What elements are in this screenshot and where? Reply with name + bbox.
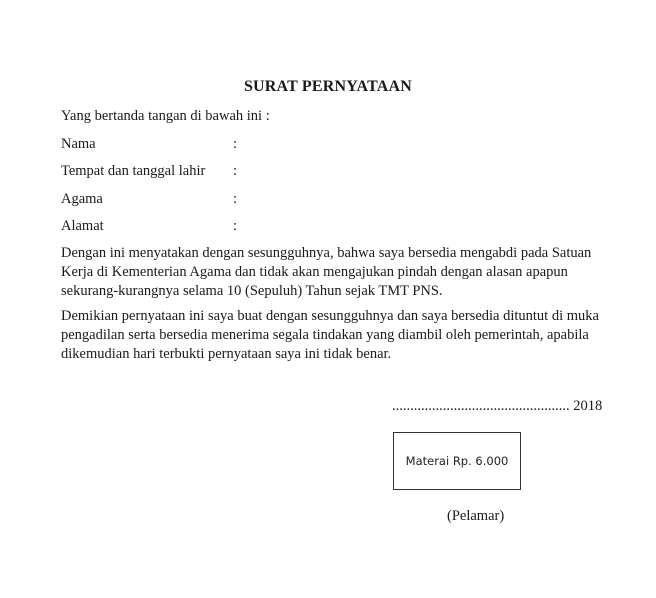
field-colon: :	[233, 218, 238, 234]
closing-paragraph: Demikian pernyataan ini saya buat dengan sesungguhnya dan saya bersedia dituntut di muka pengadilan serta bersedia menerima segala tindakan yang diambil oleh pemerintah, apabila dikemudian hari terbukti pernyataan saya ini tidak benar.	[61, 308, 599, 362]
field-colon: :	[233, 163, 238, 179]
field-label: Alamat	[61, 218, 104, 234]
stamp-label: Materai Rp. 6.000	[405, 454, 509, 468]
document-title: SURAT PERNYATAAN	[243, 78, 413, 95]
field-tempat-tanggal-lahir	[61, 163, 237, 180]
field-nama	[61, 136, 237, 153]
field-alamat	[61, 218, 237, 235]
field-colon: :	[233, 136, 238, 152]
field-agama	[61, 191, 237, 208]
signature-date-line: ................................................. 2018	[392, 398, 603, 414]
statement-paragraph: Dengan ini menyatakan dengan sesungguhnya, bahwa saya bersedia mengabdi pada Satuan Kerja di Kementerian Agama dan tidak akan mengajukan pindah dengan alasan apapun sekurang-kurangnya selama 10 (Sepuluh) Tahun sejak TMT PNS.	[61, 245, 592, 299]
field-label: Tempat dan tanggal lahir	[61, 163, 206, 179]
field-label: Nama	[61, 136, 96, 152]
field-label: Agama	[61, 191, 103, 207]
signer-label: (Pelamar)	[447, 508, 505, 524]
stamp-box	[393, 432, 521, 490]
field-colon: :	[233, 191, 238, 207]
intro-text: Yang bertanda tangan di bawah ini :	[61, 108, 270, 124]
